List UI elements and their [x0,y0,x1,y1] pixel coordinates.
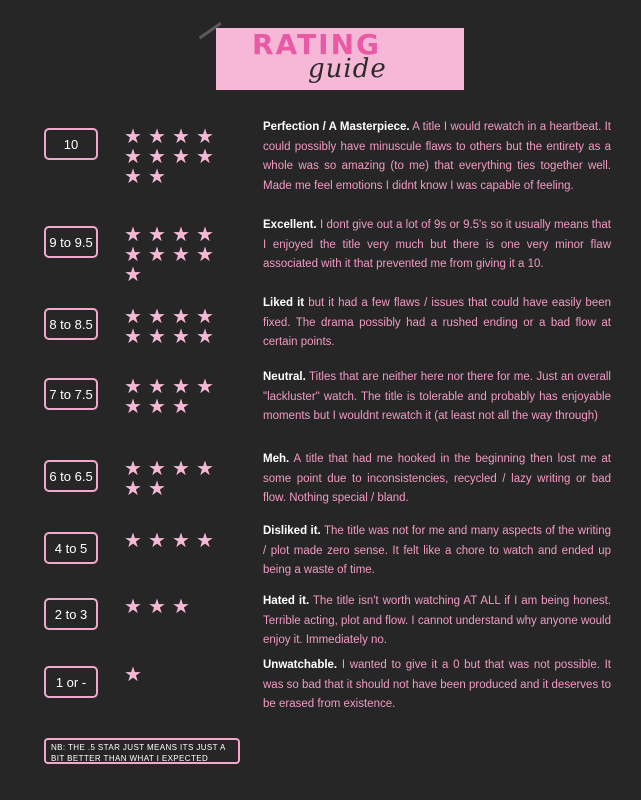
rating-keyword: Liked it [263,297,305,309]
rating-keyword: Unwatchable. [263,659,338,671]
star-icon: ★ [148,144,168,168]
star-icon: ★ [172,324,192,348]
rating-description [263,656,611,715]
star-icon: ★ [124,456,144,480]
star-icon: ★ [124,144,144,168]
star-rating [122,376,240,416]
star-icon: ★ [172,394,192,418]
rating-guide-header [216,22,464,92]
rating-keyword: Hated it. [263,595,310,607]
star-icon: ★ [172,456,192,480]
star-icon: ★ [196,456,216,480]
score-badge: 8 to 8.5 [44,308,98,340]
star-icon: ★ [172,528,192,552]
star-icon: ★ [172,222,192,246]
score-badge: 10 [44,128,98,160]
star-icon: ★ [172,144,192,168]
star-icon: ★ [196,304,216,328]
star-icon: ★ [172,374,192,398]
rating-text: I wanted to give it a 0 but that was not possible. It was so bad that it should not have been produced and it deserves to be erased from existence. [263,659,611,710]
rating-description [263,368,611,427]
star-icon: ★ [124,374,144,398]
score-badge: 4 to 5 [44,532,98,564]
star-icon: ★ [148,374,168,398]
star-icon: ★ [196,144,216,168]
star-icon: ★ [124,222,144,246]
star-rating [122,126,240,186]
star-icon: ★ [124,242,144,266]
rating-description [263,294,611,353]
star-rating [122,664,240,684]
star-icon: ★ [148,324,168,348]
footnote: NB: THE .5 STAR JUST MEANS ITS JUST A BIT BETTER THAN WHAT I EXPECTED [44,738,240,764]
rating-text: but it had a few flaws / issues that could have easily been fixed. The drama possibly had a rushed ending or a bad flow at certain points. [263,297,612,348]
star-icon: ★ [172,124,192,148]
star-icon: ★ [148,164,168,188]
rating-keyword: Neutral. [263,371,306,383]
star-icon: ★ [124,394,144,418]
star-icon: ★ [196,124,216,148]
rating-description [263,216,611,275]
star-icon: ★ [124,262,144,286]
star-icon: ★ [148,476,168,500]
score-badge: 9 to 9.5 [44,226,98,258]
star-icon: ★ [196,528,216,552]
star-icon: ★ [124,164,144,188]
star-icon: ★ [148,394,168,418]
rating-keyword: Perfection / A Masterpiece. [263,121,410,133]
star-rating [122,458,240,498]
score-badge: 1 or - [44,666,98,698]
star-icon: ★ [124,124,144,148]
star-icon: ★ [124,662,144,686]
rating-text: A title I would rewatch in a heartbeat. It could possibly have minuscule flaws to others but the entirety as a whole was so amazing (to me) that everything ties together well. Made me feel emotions I didnt know I was capable of feeling. [263,121,611,192]
star-icon: ★ [148,594,168,618]
star-rating [122,224,240,284]
star-icon: ★ [124,304,144,328]
rating-text: The title isn't worth watching AT ALL if I am being honest. Terrible acting, plot and flow. I cannot understand why anyone would enjoy it. Immediately no. [263,595,611,646]
star-icon: ★ [148,222,168,246]
star-icon: ★ [196,242,216,266]
star-icon: ★ [124,594,144,618]
star-icon: ★ [172,304,192,328]
rating-keyword: Meh. [263,453,290,465]
star-icon: ★ [148,304,168,328]
rating-keyword: Disliked it. [263,525,321,537]
star-icon: ★ [196,324,216,348]
score-badge: 7 to 7.5 [44,378,98,410]
page-subtitle: guide [308,54,387,84]
rating-keyword: Excellent. [263,219,317,231]
rating-description [263,118,611,196]
rating-text: Titles that are neither here nor there for me. Just an overall "lackluster" watch. The title is tolerable and probably has enjoyable moments but I wouldnt rewatch it (at least not all the way through) [263,371,611,422]
rating-description [263,450,611,509]
star-icon: ★ [148,242,168,266]
star-icon: ★ [124,324,144,348]
star-icon: ★ [172,594,192,618]
score-badge: 2 to 3 [44,598,98,630]
score-badge: 6 to 6.5 [44,460,98,492]
rating-text: A title that had me hooked in the beginning then lost me at some point due to inconsistencies, recycled / lazy writing or bad flow. Nothing special / bland. [263,453,611,504]
star-rating [122,306,240,346]
star-rating [122,596,240,616]
rating-description [263,592,611,651]
star-icon: ★ [148,528,168,552]
star-rating [122,530,240,550]
star-icon: ★ [148,124,168,148]
star-icon: ★ [196,374,216,398]
rating-text: The title was not for me and many aspects of the writing / plot made zero sense. It felt like a chore to watch and ended up being a waste of time. [263,525,611,576]
rating-text: I dont give out a lot of 9s or 9.5's so it usually means that I enjoyed the title very much but there is one very minor flaw associated with it that prevented me from giving it a 10. [263,219,611,270]
star-icon: ★ [124,528,144,552]
star-icon: ★ [196,222,216,246]
star-icon: ★ [124,476,144,500]
rating-description [263,522,611,581]
page-title: RATING [252,28,381,61]
star-icon: ★ [172,242,192,266]
star-icon: ★ [148,456,168,480]
